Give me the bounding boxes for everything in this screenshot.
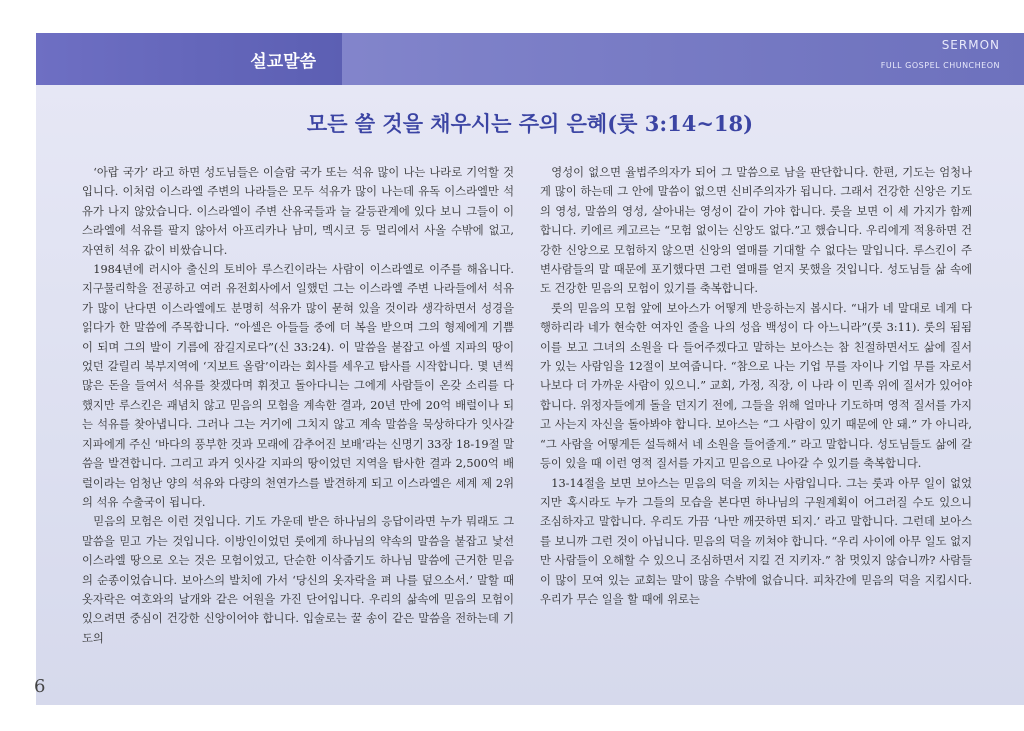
right-column (540, 163, 972, 609)
paragraph: 1984년에 러시아 출신의 토비아 루스킨이라는 사람이 이스라엘로 이주를 해옵니다. 지구물리학을 전공하고 여러 유전회사에서 일했던 그는 이스라엘 주변 나라들에서 석유가 많이 난다면 이스라엘에도 분명히 석유가 많이 묻혀 있을 것이라 생각하면서 성경을 읽다가 한 말씀에 주목합니다. “아셀은 아들들 중에 더 복을 받으며 그의 형제에게 기쁨이 되며 그의 발이 기름에 잠길지로다”(신 33:24). 이 말씀을 붙잡고 아셀 지파의 땅이었던 갈릴리 북부지역에 ‘지보트 올람’이라는 회사를 세우고 탐사를 시작합니다. 몇 년씩 많은 돈을 들여서 석유를 찾겠다며 휘젓고 돌아다니는 그에게 사람들이 온갖 소리를 다 했지만 루스킨은 괘념치 않고 믿음의 모험을 계속한 결과, 20년 만에 20억 배럴이나 되는 석유를 찾아냅니다. 그러나 그는 거기에 그치지 않고 계속 말씀을 묵상하다가 잇사갈 지파에게 주신 ‘바다의 풍부한 것과 모래에 감추어진 보배’라는 신명기 33장 18-19절 말씀을 발견합니다. 그리고 과거 잇사갈 지파의 땅이었던 지역을 탐사한 결과 2,500억 배럴이라는 엄청난 양의 석유와 다량의 천연가스를 발견하게 되고 이스라엘은 세계 제 2위의 석유 수출국이 됩니다. (82, 263, 514, 509)
page-number: 6 (34, 676, 46, 697)
left-column (82, 163, 514, 648)
paragraph: 13-14절을 보면 보아스는 믿음의 덕을 끼치는 사람입니다. 그는 룻과 아무 일이 없었지만 혹시라도 누가 그들의 모습을 본다면 하나님의 구원계획이 어그러질 수도 있으니 조심하자고 말합니다. 우리도 가끔 ‘나만 깨끗하면 되지.’ 라고 말합니다. 그런데 보아스를 보니까 그런 것이 아닙니다. 믿음의 덕을 끼쳐야 합니다. “우리 사이에 아무 일도 없지만 사람들이 오해할 수 있으니 조심하면서 지킬 건 지키자.” 참 멋있지 않습니까? 사람들이 많이 모여 있는 교회는 말이 많을 수밖에 없습니다. 피차간에 믿음의 덕을 지킵시다. 우리가 무슨 일을 할 때에 위로는 (540, 476, 972, 606)
paragraph: 룻의 믿음의 모험 앞에 보아스가 어떻게 반응하는지 봅시다. “내가 네 말대로 네게 다 행하리라 네가 현숙한 여자인 줄을 나의 성읍 백성이 다 아느니라”(룻 3:11). 룻의 됨됨이를 보고 그녀의 소원을 다 들어주겠다고 말하는 보아스는 참 친절하면서도 삶에 질서가 있는 사람임을 12절이 보여줍니다. “참으로 나는 기업 무를 자이나 기업 무를 자로서 나보다 더 가까운 사람이 있으니.” 교회, 가정, 직장, 이 나라 이 민족 위에 질서가 있어야 합니다. 위정자들에게 돌을 던지기 전에, 그들을 위해 얼마나 기도하며 영적 질서를 가지고 사는지 자신을 돌아봐야 합니다. 보아스는 “그 사람이 있기 때문에 안 돼.” 가 아니라, “그 사람을 어떻게든 설득해서 네 소원을 들어줄게.” 라고 말합니다. 성도님들도 삶에 갈등이 있을 때 이런 영적 질서를 가지고 믿음으로 나아갈 수 있기를 축복합니다. (540, 301, 972, 471)
paragraph: ‘아랍 국가’ 라고 하면 성도님들은 이슬람 국가 또는 석유 많이 나는 나라로 기억할 것입니다. 이처럼 이스라엘 주변의 나라들은 모두 석유가 많이 나는데 유독 이스라엘만 석유가 나지 않았습니다. 이스라엘이 주변 산유국들과 늘 갈등관계에 있다 보니 그들이 이스라엘에 석유를 팔지 않아서 아프리카나 남미, 멕시코 등 멀리에서 사올 수밖에 없고, 자연히 석유 값이 비쌌습니다. (82, 166, 514, 257)
sermon-title: 모든 쓸 것을 채우시는 주의 은혜(룻 3:14~18) (306, 111, 754, 136)
church-name: FULL GOSPEL CHUNCHEON (880, 61, 1000, 70)
paragraph: 믿음의 모험은 이런 것입니다. 기도 가운데 받은 하나님의 응답이라면 누가 뭐래도 그 말씀을 믿고 가는 것입니다. 이방인이었던 룻에게 하나님의 약속의 말씀을 붙잡고 낯선 이스라엘 땅으로 오는 것은 모험이었고, 단순한 이삭줍기도 하나님 말씀에 근거한 믿음의 순종이었습니다. 보아스의 발치에 가서 ‘당신의 옷자락을 펴 나를 덮으소서.’ 말할 때 옷자락은 여호와의 날개와 같은 어원을 가진 단어입니다. 우리의 삶속에 믿음의 모험이 있으려면 중심이 건강한 신앙이어야 합니다. 입술로는 꿀 송이 같은 말씀을 전하는데 기도의 (82, 515, 514, 645)
sermon-english-label: SERMON (941, 38, 1000, 52)
header-brand (881, 38, 1000, 70)
section-label: 설교말씀 (250, 51, 316, 72)
paragraph: 영성이 없으면 율법주의자가 되어 그 말씀으로 남을 판단합니다. 한편, 기도는 엄청나게 많이 하는데 그 안에 말씀이 없으면 신비주의자가 됩니다. 그래서 건강한 신앙은 기도의 영성, 말씀의 영성, 살아내는 영성이 같이 가야 합니다. 룻을 보면 이 세 가지가 함께 합니다. 키에르 케고르는 “모험 없이는 신앙도 없다.”고 했습니다. 우리에게 적용하면 건강한 신앙으로 모험하지 않으면 신앙의 열매를 기대할 수 없다는 말입니다. 루스킨이 주변사람들의 말 때문에 포기했다면 그런 열매를 얻지 못했을 것입니다. 성도님들 삶 속에도 건강한 믿음의 모험이 있기를 축복합니다. (540, 166, 972, 296)
